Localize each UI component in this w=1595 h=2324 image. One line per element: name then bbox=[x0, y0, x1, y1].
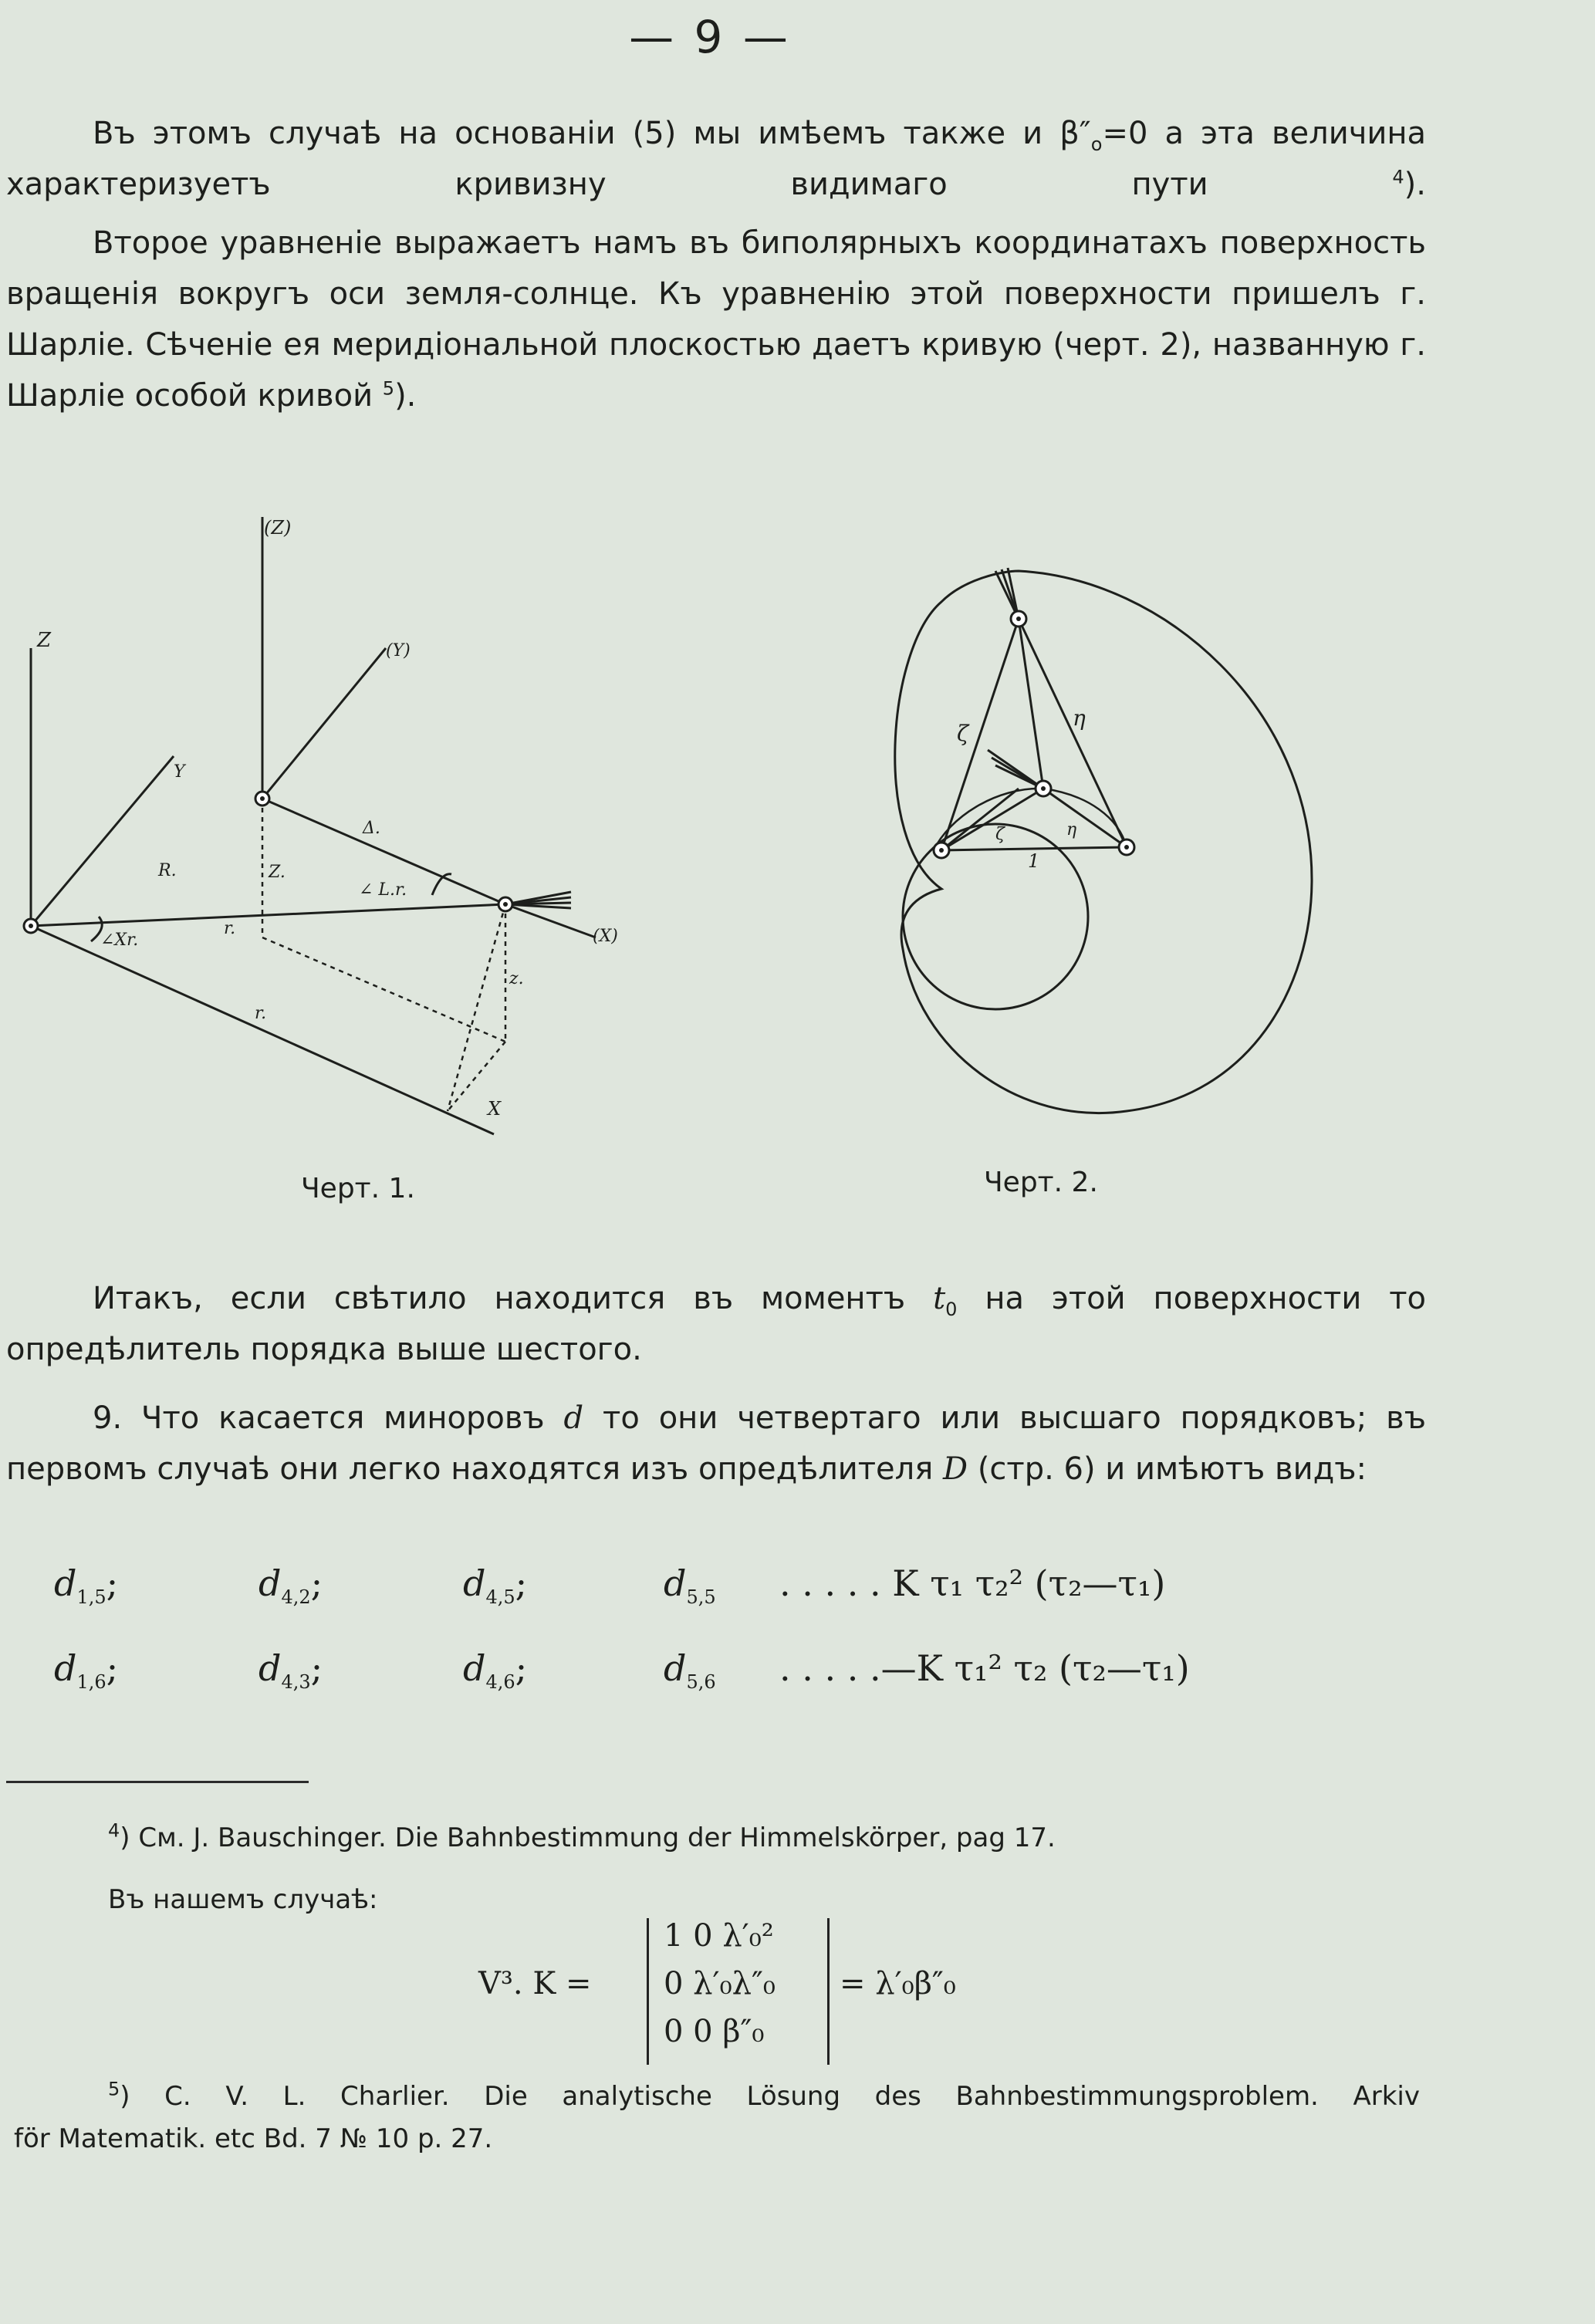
det-rhs: = λ′₀β″₀ bbox=[840, 1966, 956, 2001]
figure-2-diagram bbox=[818, 556, 1389, 1157]
fig2-label-eta-small: η bbox=[1066, 820, 1077, 839]
paragraph-2: Второе уравненіе выражаетъ намъ въ биполярныхъ координатахъ поверхность вращенія вокругъ оси земля-солнце. Къ уравненію этой поверхности пришелъ г. Шарліе. Сѣченіе ея меридіональной плоскостью даетъ кривую (черт. 2), названную г. Шарліе особой кривой $^5$). bbox=[6, 225, 1426, 414]
minors-row-2: $d_{1,6}$; $d_{4,3}$; $d_{4,6}$; $d_{5,6}$ . . . . .—K τ₁² τ₂ (τ₂—τ₁) bbox=[54, 1647, 1190, 1694]
paragraph-4-text-a: 9. Что касается миноровъ bbox=[93, 1400, 545, 1436]
fig2-label-zeta-small: ζ bbox=[995, 825, 1005, 844]
paragraph-2-text: Второе уравненіе выражаетъ намъ въ биполярныхъ координатахъ поверхность вращенія вокругъ оси земля-солнце. Къ уравненію этой поверхности пришелъ г. Шарліе. Сѣченіе ея меридіональной плоскостью даетъ кривую (черт. 2), названную г. Шарліе особой кривой bbox=[6, 225, 1426, 414]
det-row-1: 1 0 λ′₀² bbox=[664, 1918, 774, 1954]
footnote-4-case: Въ нашемъ случаѣ: bbox=[108, 1884, 378, 1915]
det-row-2: 0 λ′₀λ″₀ bbox=[664, 1966, 776, 2001]
footnote-4: $^4$) См. J. Bauschinger. Die Bahnbestimmung der Himmelskörper, pag 17. bbox=[108, 1819, 1056, 1853]
page-number: — 9 — bbox=[629, 11, 791, 63]
det-row-3: 0 0 β″₀ bbox=[664, 2014, 765, 2049]
footnote-ref-5: 5 bbox=[382, 377, 395, 400]
fig2-label-zeta: ζ bbox=[957, 721, 969, 746]
fig1-label-z-top: (Z) bbox=[264, 517, 292, 539]
fig2-label-eta: η bbox=[1073, 705, 1086, 731]
paragraph-3-text-a: Итакъ, если свѣтило находится въ моментъ bbox=[93, 1281, 906, 1316]
minors-row-2-tail: . . . . .—K τ₁² τ₂ (τ₂—τ₁) bbox=[779, 1647, 1190, 1689]
fig1-label-z: Z bbox=[37, 629, 52, 652]
fig1-label-angle-X: ∠Xr. bbox=[100, 931, 139, 950]
fig1-label-y: Y bbox=[174, 762, 185, 782]
paragraph-4-text-b: то они четвертаго или высшаго порядковъ; въ первомъ случаѣ они легко находятся изъ опредѣлителя bbox=[6, 1400, 1426, 1487]
var-t-sub: 0 bbox=[945, 1299, 958, 1320]
fig1-label-x-paren: (X) bbox=[593, 927, 618, 946]
footnote-5: $^5$) C. V. L. Charlier. Die analytische Lösung des Bahnbestimmungsproblem. Arkiv bbox=[108, 2078, 1420, 2112]
var-d: d bbox=[563, 1400, 584, 1436]
footnote-ref-4: 4 bbox=[1392, 166, 1404, 188]
minors-row-1-tail: . . . . . K τ₁ τ₂² (τ₂—τ₁) bbox=[779, 1562, 1166, 1604]
figure-1-caption: Черт. 1. bbox=[301, 1173, 415, 1204]
paragraph-4 bbox=[6, 1393, 1426, 1495]
footnote-5-cont: för Matematik. etc Bd. 7 № 10 p. 27. bbox=[14, 2123, 493, 2154]
paragraph-3 bbox=[6, 1273, 1426, 1375]
det-lhs: V³. K = bbox=[478, 1966, 592, 2001]
fig1-label-r0: r. bbox=[224, 919, 236, 938]
fig1-label-Z0: Z. bbox=[269, 863, 286, 882]
fig2-label-one: 1 bbox=[1028, 850, 1040, 872]
fig1-label-x: X bbox=[488, 1098, 502, 1120]
var-D: D bbox=[943, 1451, 968, 1487]
paragraph-4-text-c: (стр. 6) и имѣютъ видъ: bbox=[977, 1451, 1367, 1487]
var-t: t bbox=[933, 1281, 946, 1316]
fig1-label-delta: Δ. bbox=[363, 819, 380, 838]
figure-2-caption: Черт. 2. bbox=[984, 1167, 1098, 1198]
fig1-label-R: R. bbox=[158, 861, 177, 880]
paragraph-1-text-b: =0 а эта величина характеризуетъ кривизну видимаго пути bbox=[6, 116, 1426, 202]
paragraph-1-text-a: Въ этомъ случаѣ на основаніи (5) мы имѣемъ также и β″ bbox=[93, 116, 1091, 151]
determinant-equation bbox=[478, 1918, 1003, 2065]
paragraph-1: Въ этомъ случаѣ на основаніи (5) мы имѣемъ также и $\beta''_o=0$ а эта величина характеризуетъ кривизну видимаго пути $^4$). bbox=[6, 116, 1426, 202]
fig1-label-angle-L: ∠ L.r. bbox=[359, 880, 407, 900]
paragraph-3-text-b: на этой поверхности то опредѣлитель порядка выше шестого. bbox=[6, 1281, 1427, 1367]
fig1-label-z0: z. bbox=[509, 969, 524, 988]
fig1-label-r-low: r. bbox=[255, 1004, 267, 1023]
figure-1-diagram bbox=[0, 494, 664, 1142]
fig1-label-y-paren: (Y) bbox=[386, 641, 411, 660]
footnote-divider bbox=[6, 1781, 309, 1783]
minors-row-1: $d_{1,5}$; $d_{4,2}$; $d_{4,5}$; $d_{5,5}$ . . . . . K τ₁ τ₂² (τ₂—τ₁) bbox=[54, 1562, 1166, 1609]
